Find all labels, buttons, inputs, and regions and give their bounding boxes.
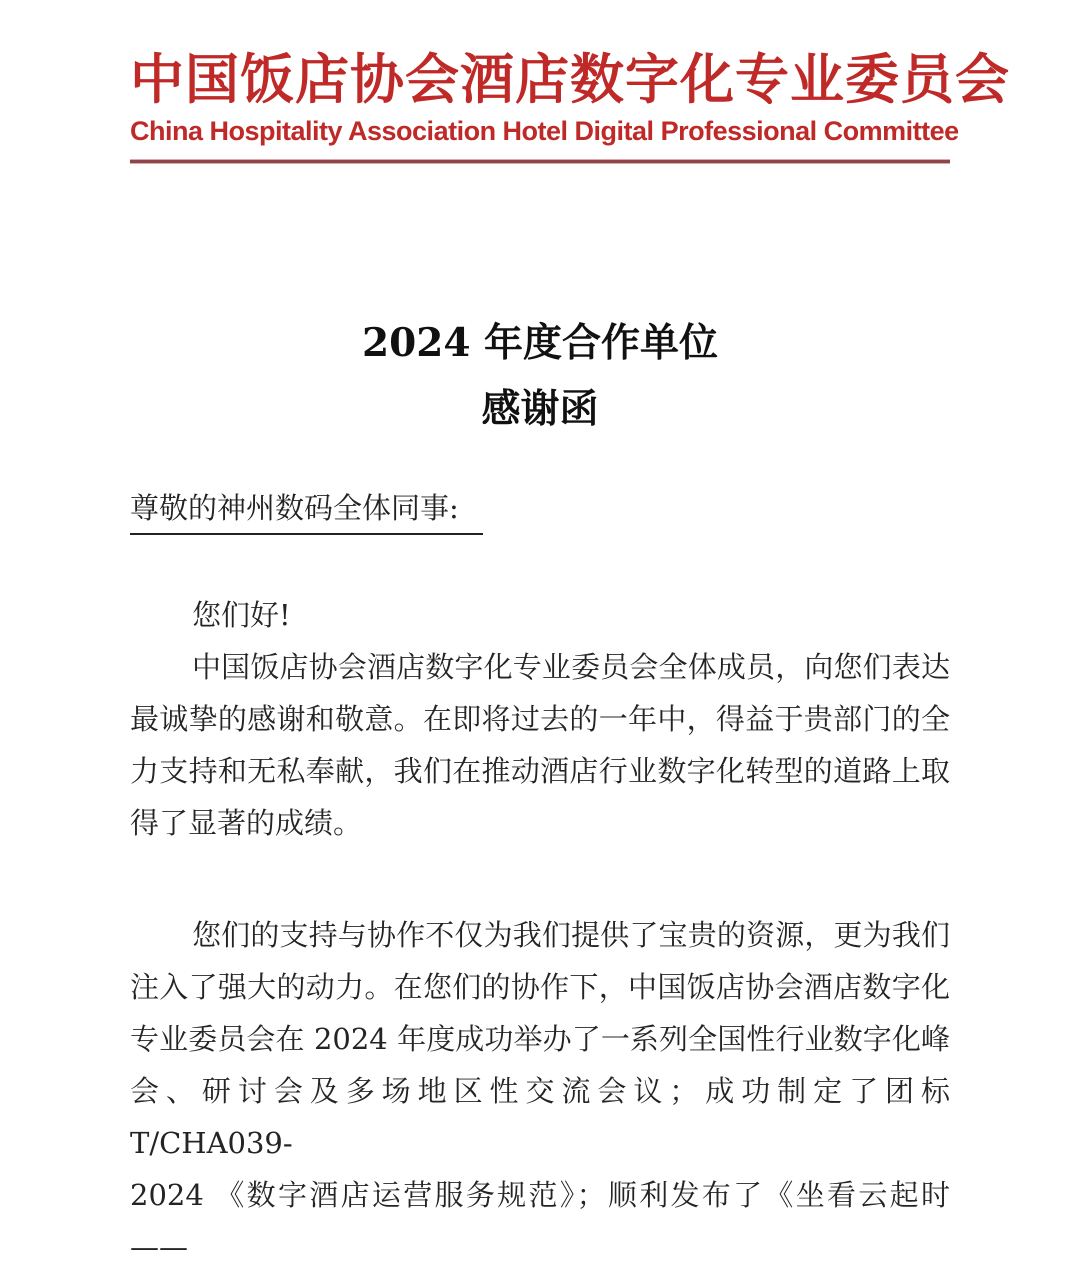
letterhead-divider	[130, 160, 950, 163]
text-line: 得了显著的成绩。	[130, 806, 363, 841]
letter-title-line2: 感谢函	[481, 386, 599, 433]
text-line: 您们好!	[192, 598, 291, 633]
salutation-text: 尊敬的神州数码全体同事:	[130, 488, 483, 535]
text-line: 中国饭店协会酒店数字化专业委员会全体成员，向您们表达	[192, 650, 950, 685]
text-line: 最诚挚的感谢和敬意。在即将过去的一年中，得益于贵部门的全	[130, 702, 950, 737]
letterhead-title-zh: 中国饭店协会酒店数字化专业委员会	[130, 47, 1010, 111]
letterhead-title-en: China Hospitality Association Hotel Digital Professional Committee	[130, 116, 959, 147]
letter-paragraphs	[130, 589, 950, 1273]
paragraph	[130, 909, 950, 1273]
letter-title	[130, 310, 950, 442]
text-line: 注入了强大的动力。在您们的协作下，中国饭店协会酒店数字化	[130, 970, 950, 1005]
text-line: 您们的支持与协作不仅为我们提供了宝贵的资源，更为我们	[192, 918, 950, 953]
text-line: 专业委员会在 2024 年度成功举办了一系列全国性行业数字化峰	[130, 1022, 950, 1057]
text-line: 力支持和无私奉献，我们在推动酒店行业数字化转型的道路上取	[130, 754, 950, 789]
letterhead	[130, 47, 1010, 163]
text-line: 2024 《数字酒店运营服务规范》；顺利发布了《坐看云起时——	[130, 1178, 950, 1265]
salutation	[130, 488, 950, 535]
text-line: 会、研讨会及多场地区性交流会议；成功制定了团标 T/CHA039-	[130, 1074, 950, 1161]
paragraph	[130, 641, 950, 849]
paragraph	[130, 589, 950, 641]
letter-content	[130, 0, 1010, 1273]
letter-title-line1: 2024 年度合作单位	[361, 320, 719, 367]
